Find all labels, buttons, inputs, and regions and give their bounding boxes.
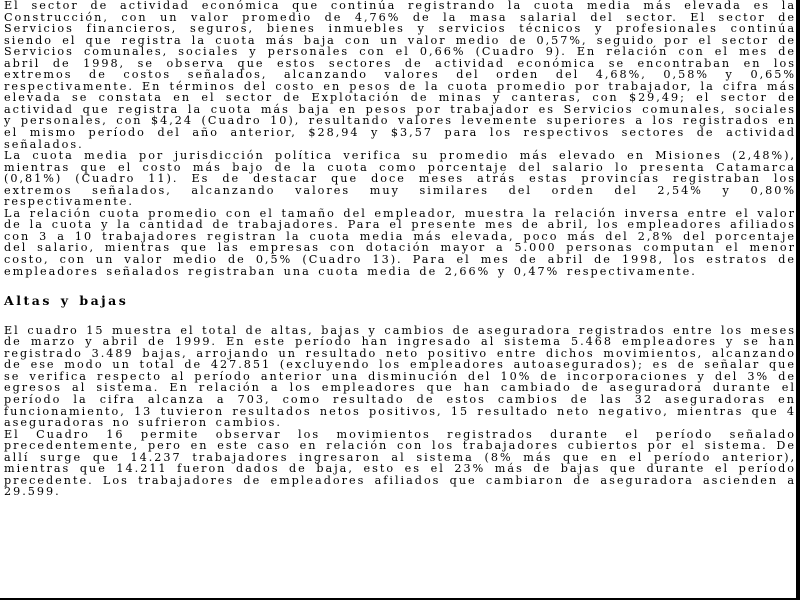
paragraph-cuadro-16: El Cuadro 16 permite observar los movimientos registrados durante el período señalado precedentemente, pero en este caso en relación con los trabajadores cubiertos por el sistema. De allí surge que 14.237 trabajadores ingresaron al sistema (8% más que en el período anterior), mientras que 14.211 fueron dados de baja, esto es el 23% más de bajas que durante el período precedente. Los trabajadores de empleadores afiliados que cambiaron de aseguradora ascienden a 29.599. <box>4 427 796 499</box>
paragraph-jurisdiccion: La cuota media por jurisdicción política verifica su promedio más elevado en Misiones (2,48%), mientras que el costo más bajo de la cuota como porcentaje del salario lo presenta Catamarca (0,81%) (Cuadro 11). Es de destacar que doce meses atrás estas provincias registraban los extremos señalados, alcanzando valores muy similares del orden del 2,54% y 0,80% respectivamente. <box>4 149 796 209</box>
paragraph-cuadro-15: El cuadro 15 muestra el total de altas, bajas y cambios de aseguradora registrados entre los meses de marzo y abril de 1999. En este período han ingresado al sistema 5.468 empleadores y se han registrado 3.489 bajas, arrojando un resultado neto positivo entre dichos movimientos, alcanzando de ese modo un total de 427.851 (excluyendo los empleadores autoasegurados); es de señalar que se verifica respecto al período anterior una disminución del 10% de incorporaciones y del 3% de egresos al sistema. En relación a los empleadores que han cambiado de aseguradora durante el período la cifra alcanza a 703, como resultado de estos cambios de las 32 aseguradoras en funcionamiento, 13 tuvieron resultados netos positivos, 15 resultado neto negativo, mientras que 4 aseguradoras no sufrieron cambios. <box>4 323 796 430</box>
document-body <box>4 0 796 498</box>
paragraph-tamano-empleador: La relación cuota promedio con el tamaño del empleador, muestra la relación inversa entre el valor de la cuota y la cantidad de trabajadores. Para el presente mes de abril, los empleadores afiliados con 3 a 10 trabajadores registran la cuota media más elevada, poco más del 2,8% del porcentaje del salario, mientras que las empresas con dotación mayor a 5.000 personas computan el menor costo, con un valor medio de 0,5% (Cuadro 13). Para el mes de abril de 1998, los estratos de empleadores señalados registraban una cuota media de 2,66% y 0,47% respectivamente. <box>4 206 796 278</box>
paragraph-sector-cuota: El sector de actividad económica que continúa registrando la cuota media más elevada es la Construcción, con un valor promedio de 4,76% de la masa salarial del sector. El sector de Servicios financieros, seguros, bienes inmuebles y servicios técnicos y profesionales continúa siendo el que registra la cuota más baja con un valor medio de 0,57%, seguido por el sector de Servicios comunales, sociales y personales con el 0,66% (Cuadro 9). En relación con el mes de abril de 1998, se observa que estos sectores de actividad económica se encontraban en los extremos de costos señalados, alcanzando valores del orden del 4,68%, 0,58% y 0,65% respectivamente. En términos del costo en pesos de la cuota promedio por trabajador, la cifra más elevada se constata en el sector de Explotación de minas y canteras, con $29,49; el sector de actividad que registra la cuota más baja en pesos por trabajador es Servicios comunales, sociales y personales, con $4,24 (Cuadro 10), resultando valores levemente superiores a los registrados en el mismo período del año anterior, $28,94 y $3,57 para los respectivos sectores de actividad señalados. <box>4 0 796 151</box>
section-heading-altas-bajas: Altas y bajas <box>4 293 129 309</box>
page-edge-right <box>796 0 800 600</box>
